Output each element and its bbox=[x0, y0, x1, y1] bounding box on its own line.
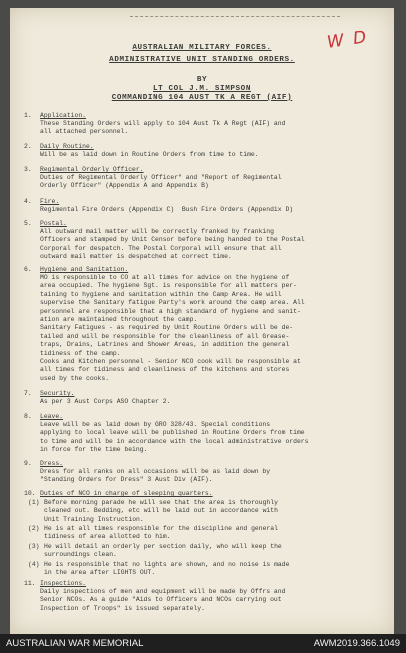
section-number: 2. bbox=[24, 143, 32, 150]
document-title: ADMINISTRATIVE UNIT STANDING ORDERS. bbox=[109, 56, 295, 64]
section-number: 10. bbox=[24, 490, 36, 497]
section-title: Postal. bbox=[40, 220, 67, 227]
author-name: LT COL J.M. SIMPSON bbox=[153, 85, 251, 93]
torn-edge bbox=[130, 8, 340, 17]
section-body: All outward mail matter will be correctly franked by franking Officers and stamped by Unit Censor before being handed to the Postal Corporal for despatch. The Postal Corporal will ensure that all outward mail matter is despatched at correct time. bbox=[40, 228, 305, 261]
section-title: Duties of NCO in charge of sleeping quarters. bbox=[40, 490, 213, 497]
section-title: Fire. bbox=[40, 198, 60, 205]
section-title: Leave. bbox=[40, 413, 64, 420]
section-number: 9. bbox=[24, 460, 32, 467]
section-title: Hygiene and Sanitation. bbox=[40, 266, 129, 273]
section-title: Inspections. bbox=[40, 580, 87, 587]
document-page bbox=[10, 8, 394, 634]
section-title: Dress. bbox=[40, 460, 64, 467]
section-body: Will be as laid down in Routine Orders from time to time. bbox=[40, 151, 259, 158]
section-title: Security. bbox=[40, 390, 75, 397]
nco-duty-number: (4) bbox=[28, 561, 40, 568]
footer-institution: AUSTRALIAN WAR MEMORIAL bbox=[6, 638, 144, 649]
by-line: BY bbox=[196, 76, 208, 84]
nco-duty-text: Before morning parade he will see that the area is thoroughly cleaned out. Bedding, etc will be laid out in accordance with Unit Training Instruction. bbox=[44, 499, 278, 523]
section-number: 8. bbox=[24, 413, 32, 420]
section-body: Dress for all ranks on all occasions will be as laid down by "Standing Orders for Dress" 3 Aust Div (AIF). bbox=[40, 468, 271, 484]
nco-duty-number: (3) bbox=[28, 543, 40, 550]
section-number: 3. bbox=[24, 166, 32, 173]
section-body: MO is responsible to CO at all times for advice on the hygiene of area occupied. The hygiene Sgt. is responsible for all matters per- taining to hygiene and sanitation within the Camp Area. He will supervise the Sanitary fatigue Party's work around the camp area. All personnel are responsible that a high standard of hygiene and sanit- ation are maintained throughout the camp. Sanitary Fatigues - as required by Unit Routine Orders will be de- tailed and will be responsible for the cleanliness of all Grease- traps, Drains, Latrines and Shower Areas, in addition the general tidiness of the camp. Cooks and Kitchen personnel - Senior NCO cook will be responsible at all times for tidiness and cleanliness of the kitchens and stores used by the cooks. bbox=[40, 274, 305, 382]
author-command: COMMANDING 104 AUST TK A REGT (AIF) bbox=[111, 94, 293, 102]
section-body: Regimental Fire Orders (Appendix C) Bush Fire Orders (Appendix D) bbox=[40, 206, 294, 213]
section-number: 7. bbox=[24, 390, 32, 397]
section-body: As per 3 Aust Corps ASO Chapter 2. bbox=[40, 398, 171, 405]
nco-duty-number: (1) bbox=[28, 499, 40, 506]
nco-duty-text: He will detail an orderly per section daily, who will keep the surroundings clean. bbox=[44, 543, 282, 559]
org-heading: AUSTRALIAN MILITARY FORCES. bbox=[132, 44, 272, 52]
section-title: Daily Routine. bbox=[40, 143, 94, 150]
handwritten-mark: W D bbox=[325, 27, 370, 53]
section-body: These Standing Orders will apply to 104 Aust Tk A Regt (AIF) and all attached personnel. bbox=[40, 120, 286, 136]
section-title: Regimental Orderly Officer. bbox=[40, 166, 144, 173]
footer-accession-number: AWM2019.366.1049 bbox=[313, 638, 400, 649]
nco-duty-number: (2) bbox=[28, 525, 40, 532]
section-body: Daily inspections of men and equipment will be made by Offrs and Senior NCOs. As a guide "Aids to Officers and NCOs carrying out Inspection of Troops" is issued separately. bbox=[40, 588, 286, 612]
nco-duty-text: He is responsible that no lights are shown, and no noise is made in the area after LIGHTS OUT. bbox=[44, 561, 290, 577]
section-number: 1. bbox=[24, 112, 32, 119]
section-number: 5. bbox=[24, 220, 32, 227]
footer-strip bbox=[0, 634, 406, 653]
section-title: Application. bbox=[40, 112, 87, 119]
section-body: Duties of Regimental Orderly Officer" and "Report of Regimental Orderly Officer" (Appendix A and Appendix B) bbox=[40, 174, 282, 190]
section-number: 4. bbox=[24, 198, 32, 205]
section-number: 6. bbox=[24, 266, 32, 273]
section-body: Leave will be as laid down by GRO 328/43. Special conditions applying to local leave will be published in Routine Orders from time to time and will be in accordance with the local administrative orders in force for the time being. bbox=[40, 421, 309, 454]
section-number: 11. bbox=[24, 580, 36, 587]
nco-duty-text: He is at all times responsible for the discipline and general tidiness of area allotted to him. bbox=[44, 525, 278, 541]
